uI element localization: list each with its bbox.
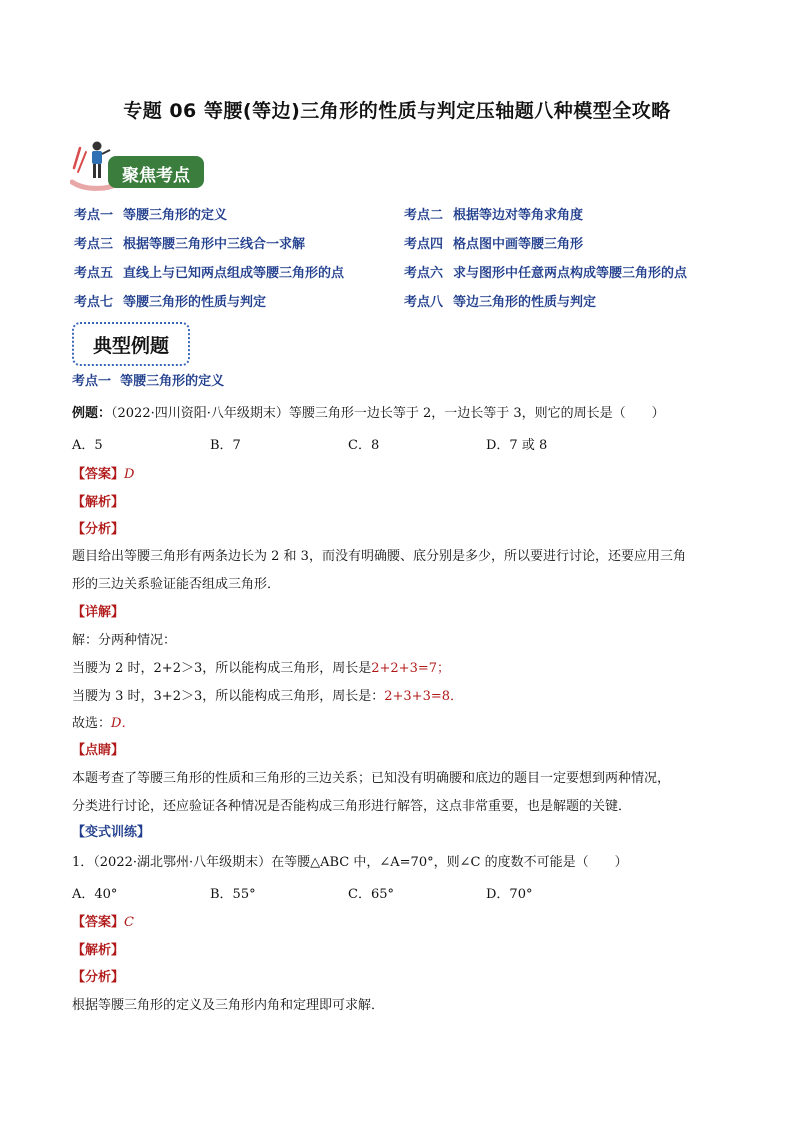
topic-row [74,262,734,284]
example-question: 例题：（2022·四川资阳·八年级期末）等腰三角形一边长等于 2，一边长等于 3，则它的周长是（ ） [72,406,665,421]
practice-fenxi-tag: 【分析】 [72,970,125,985]
example-detail-intro: 解：分两种情况： [72,633,177,648]
option-c: C．8 [348,438,380,453]
option-a: A．5 [72,438,103,453]
practice-question: 1．（2022·湖北鄂州·八年级期末）在等腰△ABC 中，∠A=70°，则∠C 的度数不可能是（ ） [72,855,628,870]
option-d: D．70° [486,887,533,902]
focus-topics-badge [70,138,204,196]
example-answer: 【答案】D [72,467,135,482]
example-analysis-tag: 【解析】 [72,495,125,510]
option-c: C．65° [348,887,394,902]
example-fenxi-line-1: 题目给出等腰三角形有两条边长为 2 和 3，而没有明确腰、底分别是多少，所以要进行讨论，还要应用三角 [72,549,686,564]
topic-item[interactable]: 考点五 直线上与已知两点组成等腰三角形的点 [74,266,345,281]
topic-item[interactable]: 考点二 根据等边对等角求角度 [404,208,584,223]
badge-label: 聚焦考点 [122,166,190,186]
topic-item[interactable]: 考点八 等边三角形的性质与判定 [404,295,597,310]
practice-fenxi-line: 根据等腰三角形的定义及三角形内角和定理即可求解． [72,998,385,1013]
example-dianjing-tag: 【点睛】 [72,743,125,758]
section-header-label: 典型例题 [92,335,169,357]
badge-box [108,156,204,188]
example-detail-tag: 【详解】 [72,605,125,620]
example-dianjing-line-2: 分类进行讨论，还应验证各种情况是否能构成三角形进行解答，这点非常重要，也是解题的关键． [72,799,632,814]
topic-row [74,291,734,313]
topic-item[interactable]: 考点四 格点图中画等腰三角形 [404,237,584,252]
practice-answer: 【答案】C [72,915,134,930]
option-d: D．7 或 8 [486,438,548,453]
practice-analysis-tag: 【解析】 [72,943,125,958]
option-a: A．40° [72,887,118,902]
example-dianjing-line-1: 本题考查了等腰三角形的性质和三角形的三边关系；已知没有明确腰和底边的题目一定要想到两种情况， [72,771,671,786]
example-case-1: 当腰为 2 时，2+2＞3，所以能构成三角形，周长是2+2+3=7； [72,661,451,676]
practice-tag: 【变式训练】 [72,825,151,840]
topic-item[interactable]: 考点三 根据等腰三角形中三线合一求解 [74,237,306,252]
page-title: 专题 06 等腰(等边)三角形的性质与判定压轴题八种模型全攻略 [123,100,671,122]
example-topic-heading: 考点一 等腰三角形的定义 [72,374,225,389]
option-b: B．7 [210,438,241,453]
option-b: B．55° [210,887,256,902]
topic-item[interactable]: 考点六 求与图形中任意两点构成等腰三角形的点 [404,266,688,281]
topic-row [74,204,734,226]
example-fenxi-tag: 【分析】 [72,522,125,537]
example-conclusion: 故选：D． [72,716,135,731]
topic-item[interactable]: 考点七 等腰三角形的性质与判定 [74,295,267,310]
section-header-typical-examples [72,322,190,366]
topic-row [74,233,734,255]
example-fenxi-line-2: 形的三边关系验证能否组成三角形． [72,577,281,592]
topic-item[interactable]: 考点一 等腰三角形的定义 [74,208,228,223]
example-case-2: 当腰为 3 时，3+2＞3，所以能构成三角形，周长是：2+3+3=8． [72,689,464,704]
